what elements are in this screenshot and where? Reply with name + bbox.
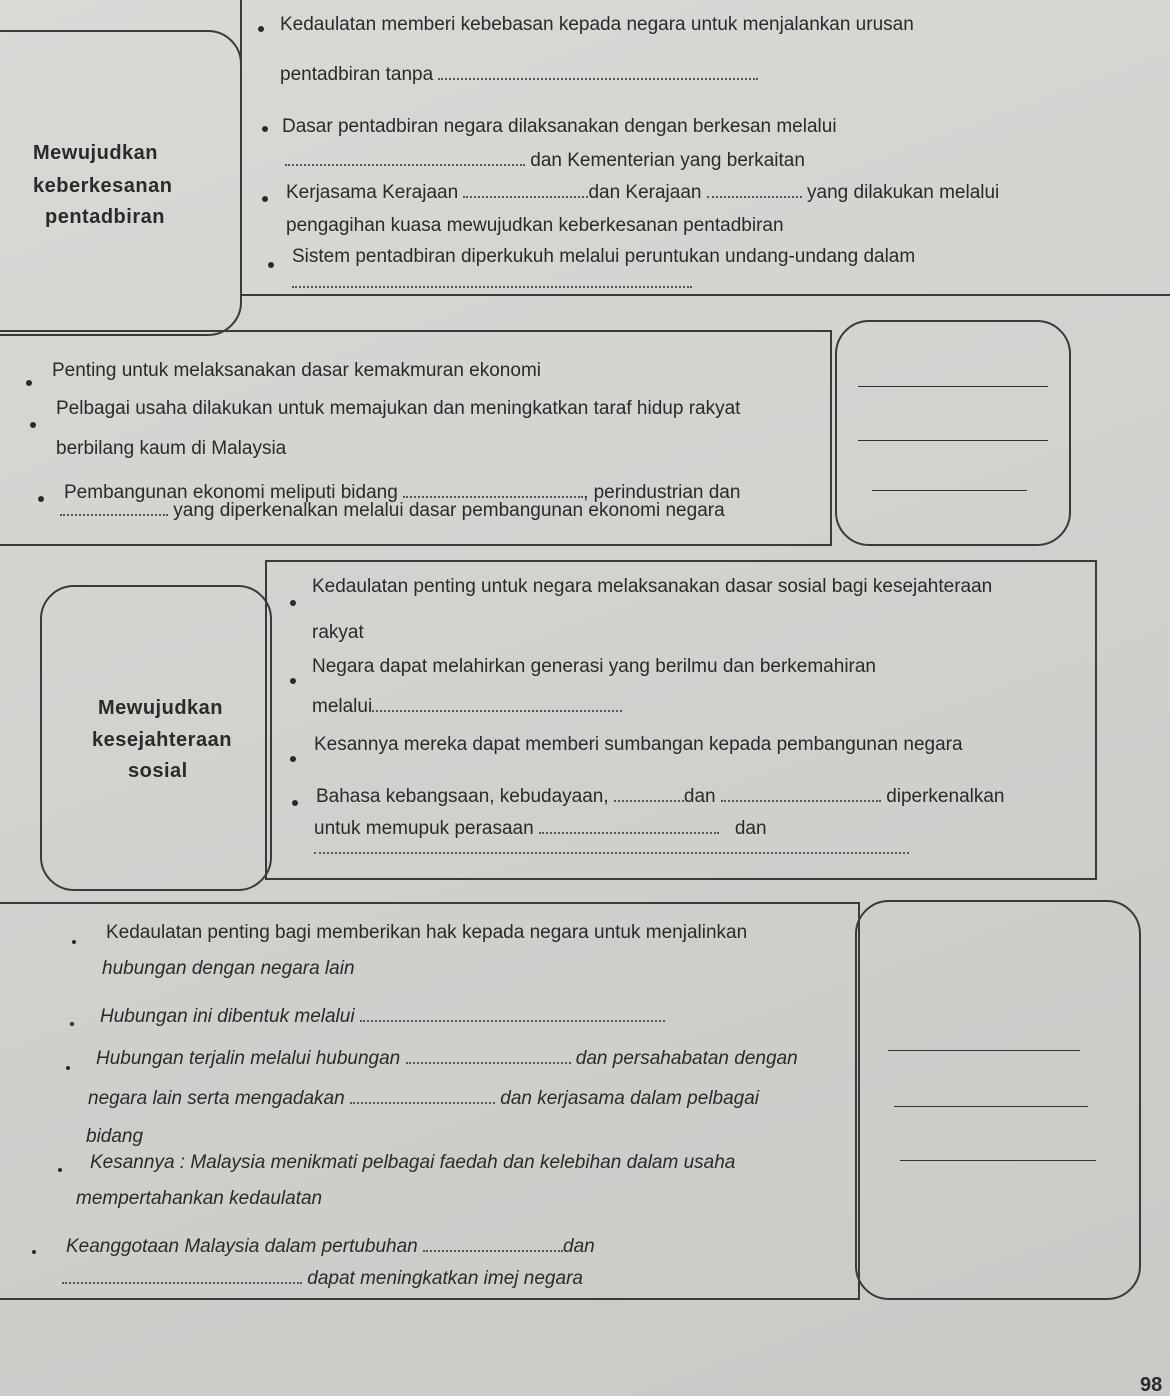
text: dan kerjasama dalam pelbagai <box>500 1088 760 1109</box>
bullet-text: Sistem pentadbiran diperkukuh melalui peruntukan undang-undang dalam <box>292 246 916 267</box>
text: dan <box>563 1236 595 1257</box>
blank-field[interactable] <box>463 196 588 198</box>
bullet-text <box>96 1048 798 1070</box>
blank-field[interactable] <box>406 1062 571 1064</box>
bullet <box>268 262 274 268</box>
bullet-text: Pelbagai usaha dilakukan untuk memajukan dan meningkatkan taraf hidup rakyat <box>56 398 741 419</box>
text: dan <box>683 786 716 807</box>
bullet-text: Kedaulatan memberi kebebasan kepada negara untuk menjalankan urusan <box>280 14 914 35</box>
title-line: pentadbiran <box>45 206 165 228</box>
bullet-text <box>88 1088 759 1110</box>
bullet <box>70 1022 74 1026</box>
bullet <box>262 196 268 202</box>
title-line: keberkesanan <box>33 175 173 197</box>
bullet <box>262 126 268 132</box>
text: Keanggotaan Malaysia dalam pertubuhan <box>66 1236 418 1257</box>
blank-field[interactable] <box>614 800 684 802</box>
text: yang dilakukan melalui <box>807 182 1000 203</box>
bullet-text: rakyat <box>312 622 364 643</box>
text: pentadbiran tanpa <box>280 64 434 85</box>
answer-line[interactable] <box>900 1160 1096 1161</box>
title-line: sosial <box>128 760 188 782</box>
bullet <box>38 496 44 502</box>
text: Kerjasama Kerajaan <box>286 182 459 203</box>
answer-line[interactable] <box>894 1106 1088 1107</box>
bullet-text: Kesannya : Malaysia menikmati pelbagai faedah dan kelebihan dalam usaha <box>90 1152 736 1173</box>
bullet-text <box>100 1006 665 1028</box>
text: negara lain serta mengadakan <box>88 1088 345 1109</box>
bullet-text: berbilang kaum di Malaysia <box>56 438 287 459</box>
blank-field[interactable] <box>539 832 719 834</box>
answer-line[interactable] <box>872 490 1027 491</box>
bullet <box>290 600 296 606</box>
page-number: 98 <box>1140 1374 1163 1396</box>
blank-field[interactable] <box>292 272 692 294</box>
text: Pembangunan ekonomi meliputi bidang <box>64 482 398 503</box>
bullet <box>58 1168 62 1172</box>
blank-field[interactable] <box>360 1020 665 1022</box>
bullet-text <box>62 1268 583 1290</box>
blank-field[interactable] <box>350 1102 495 1104</box>
bullet-text: Kedaulatan penting bagi memberikan hak kepada negara untuk menjalinkan <box>106 922 748 943</box>
bullet <box>258 26 264 32</box>
bullet-text <box>286 182 999 204</box>
text: dapat meningkatkan imej negara <box>307 1268 583 1289</box>
title-line: Mewujudkan <box>33 142 159 164</box>
answer-line[interactable] <box>858 386 1048 387</box>
text: yang diperkenalkan melalui dasar pembangunan ekonomi negara <box>173 500 725 521</box>
blank-field[interactable] <box>438 78 758 80</box>
bullet-text <box>312 696 622 718</box>
text: Bahasa kebangsaan, kebudayaan, <box>316 786 609 807</box>
bullet <box>290 678 296 684</box>
title-line: kesejahteraan <box>92 729 232 751</box>
text: diperkenalkan <box>886 786 1005 807</box>
bullet-text <box>285 150 805 172</box>
blank-field[interactable] <box>403 496 583 498</box>
bullet <box>292 800 298 806</box>
answer-box-ekonomi <box>835 320 1071 546</box>
text: Hubungan terjalin melalui hubungan <box>96 1048 401 1069</box>
blank-field[interactable] <box>285 164 525 166</box>
bullet-text: Kedaulatan penting untuk negara melaksanakan dasar sosial bagi kesejahteraan <box>312 576 993 597</box>
answer-line[interactable] <box>858 440 1048 441</box>
title-line: Mewujudkan <box>98 697 224 719</box>
bullet-text: Kesannya mereka dapat memberi sumbangan kepada pembangunan negara <box>314 734 963 755</box>
text: dan Kerajaan <box>588 182 702 203</box>
blank-field[interactable] <box>721 800 881 802</box>
bullet <box>290 756 296 762</box>
bullet <box>72 940 76 944</box>
text: dan Kementerian yang berkaitan <box>530 150 805 171</box>
bullet-text: bidang <box>86 1126 144 1147</box>
bullet-text: Penting untuk melaksanakan dasar kemakmuran ekonomi <box>52 360 541 381</box>
bullet-text: Negara dapat melahirkan generasi yang berilmu dan berkemahiran <box>312 656 876 677</box>
text: melalui <box>312 696 373 717</box>
bullet-text <box>314 818 767 840</box>
bullet-text <box>280 64 758 86</box>
blank-field[interactable] <box>372 710 622 712</box>
blank-field[interactable] <box>707 196 802 198</box>
bullet-text: Dasar pentadbiran negara dilaksanakan dengan berkesan melalui <box>282 116 837 137</box>
blank-field[interactable] <box>60 514 168 516</box>
bullet-text: mempertahankan kedaulatan <box>76 1188 323 1209</box>
blank-field[interactable] <box>423 1250 563 1252</box>
bullet-text <box>66 1236 595 1258</box>
text: , perindustrian dan <box>583 482 741 503</box>
bullet <box>32 1250 36 1254</box>
bullet-text: hubungan dengan negara lain <box>102 958 355 979</box>
bullet-text <box>60 500 725 522</box>
bullet-text: pengagihan kuasa mewujudkan keberkesanan pentadbiran <box>286 215 784 236</box>
bullet <box>66 1066 70 1070</box>
text: dan <box>734 818 767 839</box>
blank-field[interactable] <box>62 1282 302 1284</box>
text: untuk memupuk perasaan <box>314 818 534 839</box>
bullet <box>30 422 36 428</box>
bullet-text <box>316 786 1005 808</box>
answer-box-hubungan <box>855 900 1141 1300</box>
text: dan persahabatan dengan <box>575 1048 798 1069</box>
bullet <box>26 380 32 386</box>
text: Hubungan ini dibentuk melalui <box>100 1006 355 1027</box>
blank-field[interactable] <box>314 838 909 860</box>
answer-line[interactable] <box>888 1050 1080 1051</box>
